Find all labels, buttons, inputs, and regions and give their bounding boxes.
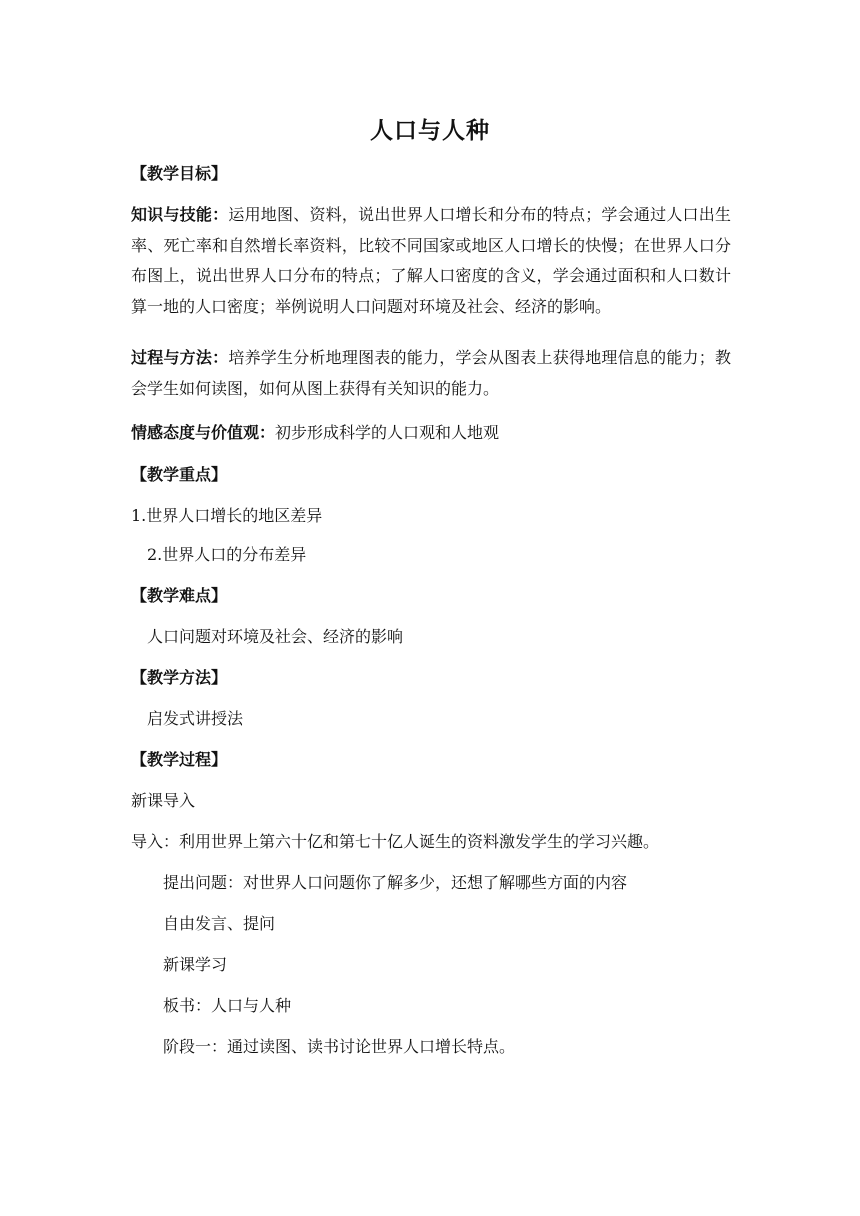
difficulty-item: 人口问题对环境及社会、经济的影响 <box>147 627 404 646</box>
stage-one-text: 阶段一：通过读图、读书讨论世界人口增长特点。 <box>163 1037 516 1056</box>
attitude-values-paragraph <box>131 418 731 448</box>
board-writing-text: 板书：人口与人种 <box>163 996 292 1015</box>
question-text: 提出问题：对世界人口问题你了解多少，还想了解哪些方面的内容 <box>163 873 628 892</box>
difficulty-heading: 【教学难点】 <box>131 586 228 605</box>
method-item: 启发式讲授法 <box>147 709 244 728</box>
key-point-1: 1.世界人口增长的地区差异 <box>131 506 323 525</box>
process-methods-label: 过程与方法： <box>131 348 229 367</box>
process-methods-text: 培养学生分析地理图表的能力，学会从图表上获得地理信息的能力；教会学生如何读图，如何从图上获得有关知识的能力。 <box>131 348 731 398</box>
intro-text: 导入：利用世界上第六十亿和第七十亿人诞生的资料激发学生的学习兴趣。 <box>131 832 660 851</box>
objectives-heading: 【教学目标】 <box>131 164 228 183</box>
new-lesson-text: 新课学习 <box>163 955 228 974</box>
attitude-values-label: 情感态度与价值观： <box>131 423 276 442</box>
key-points-heading: 【教学重点】 <box>131 465 228 484</box>
knowledge-skills-paragraph <box>131 200 731 322</box>
document-title: 人口与人种 <box>370 117 490 144</box>
attitude-values-text: 初步形成科学的人口观和人地观 <box>275 423 500 442</box>
process-methods-paragraph <box>131 343 731 404</box>
knowledge-skills-text: 运用地图、资料，说出世界人口增长和分布的特点；学会通过人口出生率、死亡率和自然增长率资料，比较不同国家或地区人口增长的快慢；在世界人口分布图上，说出世界人口分布的特点；了解人口密度的含义，学会通过面积和人口数计算一地的人口密度；举例说明人口问题对环境及社会、经济的影响。 <box>131 205 731 316</box>
free-speech-text: 自由发言、提问 <box>163 914 276 933</box>
process-heading: 【教学过程】 <box>131 750 228 769</box>
knowledge-skills-label: 知识与技能： <box>131 205 229 224</box>
intro-label: 新课导入 <box>131 791 196 810</box>
key-point-2: 2.世界人口的分布差异 <box>147 545 307 564</box>
method-heading: 【教学方法】 <box>131 668 228 687</box>
